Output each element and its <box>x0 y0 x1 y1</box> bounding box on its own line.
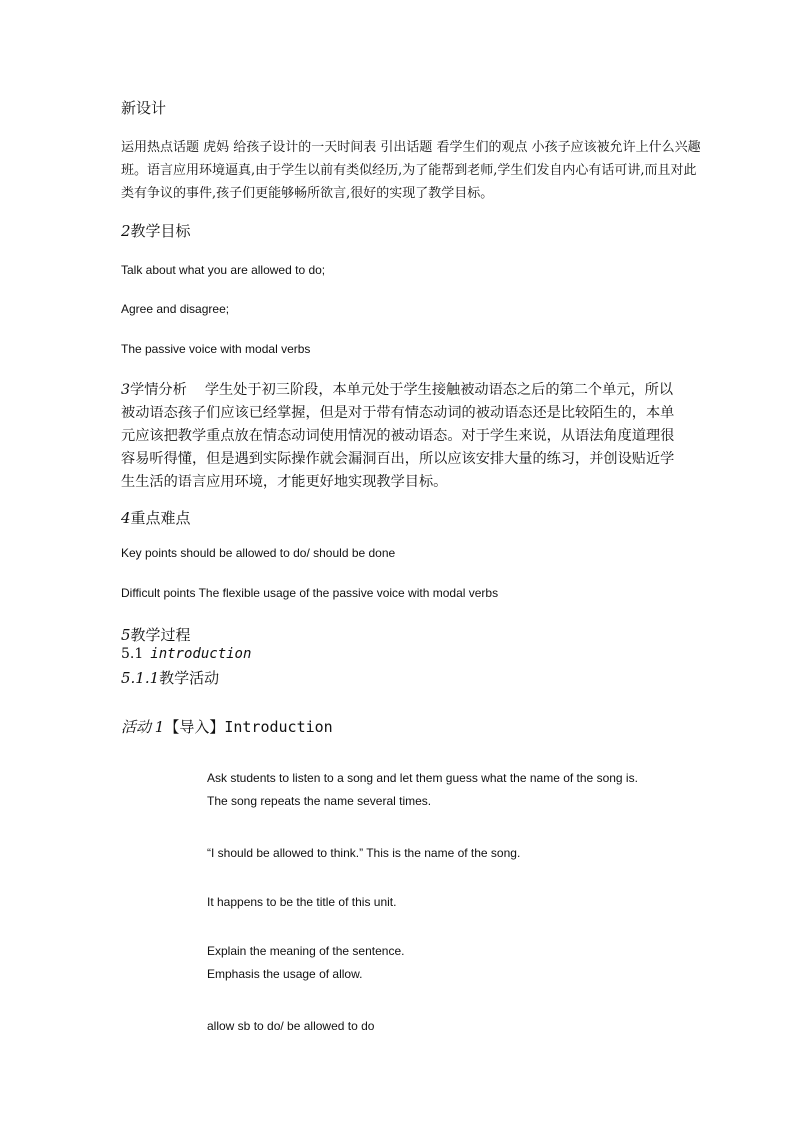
analysis-label: 学情分析 <box>130 382 187 398</box>
activity-line: “I should be allowed to think.” This is the name of the song. <box>207 846 521 860</box>
activity-paragraph <box>207 842 520 865</box>
analysis-paragraph <box>121 379 683 494</box>
section-5-1-text: introduction <box>150 646 252 662</box>
activity-paragraph <box>207 940 404 986</box>
goal-item: The passive voice with modal verbs <box>121 342 311 356</box>
section-5-1-1-text: 教学活动 <box>159 669 220 687</box>
difficult-points-line: Difficult points The flexible usage of the passive voice with modal verbs <box>121 586 499 600</box>
key-heading-text: 重点难点 <box>130 509 191 527</box>
activity-line: It happens to be the title of this unit. <box>207 895 397 909</box>
goals-number: 2 <box>121 222 131 240</box>
page-title: 新设计 <box>121 99 167 117</box>
activity-heading <box>121 716 333 737</box>
activity-line: Explain the meaning of the sentence. <box>207 944 405 958</box>
key-number: 4 <box>121 509 131 527</box>
activity-english: Introduction <box>224 718 333 736</box>
section-5-1-1-heading <box>121 667 219 688</box>
goal-item: Agree and disagree; <box>121 302 230 316</box>
activity-paragraph <box>207 1015 374 1038</box>
goals-heading-text: 教学目标 <box>130 222 191 240</box>
process-heading-text: 教学过程 <box>130 626 191 644</box>
key-points-line: Key points should be allowed to do/ should be done <box>121 546 396 560</box>
design-intro-paragraph: 运用热点话题 虎妈 给孩子设计的一天时间表 引出话题 看学生们的观点 小孩子应该被允许上什么兴趣班。语言应用环境逼真,由于学生以前有类似经历,为了能帮到老师,学生们发自内心有话可讲,而且对此类有争议的事件,孩子们更能够畅所欲言,很好的实现了教学目标。 <box>121 140 701 201</box>
key-difficult-heading <box>121 507 191 528</box>
analysis-number: 3 <box>121 382 131 398</box>
section-5-1-1-number: 5.1.1 <box>121 669 160 687</box>
activity-label: 活动 <box>121 718 152 736</box>
activity-paragraph <box>207 767 638 813</box>
process-number: 5 <box>121 626 131 644</box>
activity-line: Emphasis the usage of allow. <box>207 967 363 981</box>
analysis-text: 学生处于初三阶段，本单元处于学生接触被动语态之后的第二个单元，所以被动语态孩子们应该已经掌握，但是对于带有情态动词的被动语态还是比较陌生的，本单元应该把教学重点放在情态动词使用情况的被动语态。对于学生来说，从语法角度道理很容易听得懂，但是遇到实际操作就会漏洞百出，所以应该安排大量的练习，并创设贴近学生生活的语言应用环境，才能更好地实现教学目标。 <box>121 382 675 490</box>
section-5-1-number: 5.1 <box>121 646 144 662</box>
process-heading <box>121 624 191 645</box>
activity-line: The song repeats the name several times. <box>207 794 432 808</box>
activity-line: allow sb to do/ be allowed to do <box>207 1019 375 1033</box>
activity-bracket: 【导入】 <box>164 718 225 736</box>
activity-line: Ask students to listen to a song and let them guess what the name of the song is. <box>207 771 638 785</box>
activity-number: 1 <box>154 718 165 736</box>
goals-heading <box>121 220 191 241</box>
activity-paragraph <box>207 891 396 914</box>
section-5-1-heading <box>121 646 251 663</box>
goal-item: Talk about what you are allowed to do; <box>121 263 326 277</box>
